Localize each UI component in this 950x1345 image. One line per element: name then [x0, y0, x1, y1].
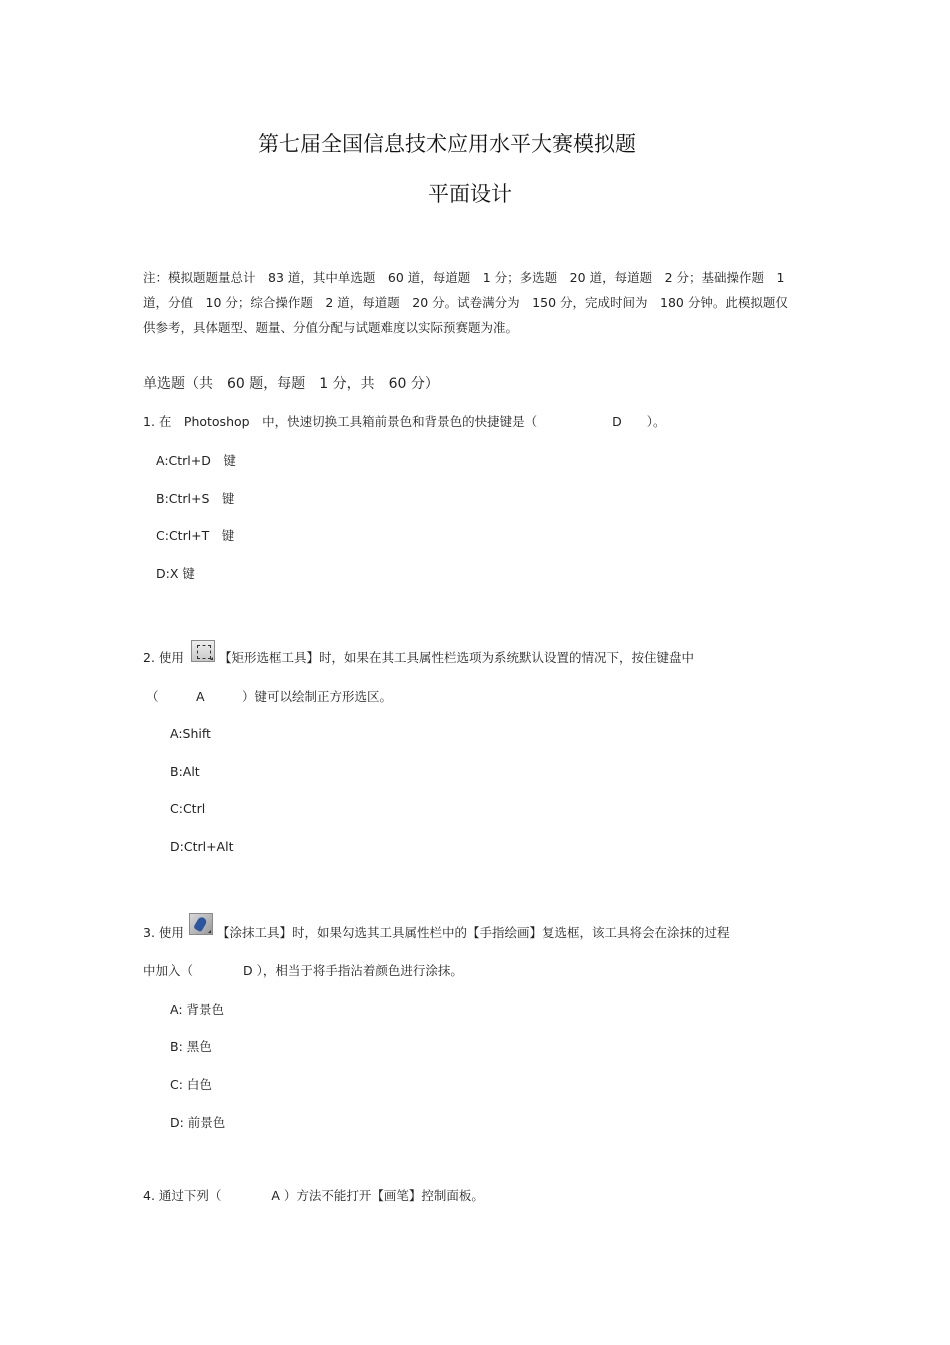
rectangular-marquee-tool-icon [191, 640, 215, 662]
question-2-option-c: C:Ctrl [170, 801, 206, 816]
smudge-tool-icon [189, 913, 213, 935]
question-1-option-b: B:Ctrl+S 键 [156, 491, 235, 506]
question-3-option-c: C: 白色 [170, 1077, 212, 1092]
document-subtitle: 平面设计 [428, 182, 512, 206]
question-2-text: 【矩形选框工具】时，如果在其工具属性栏选项为系统默认设置的情况下，按住键盘中 [219, 650, 695, 665]
question-1-option-c: C:Ctrl+T 键 [156, 528, 235, 543]
question-3-option-d: D: 前景色 [170, 1115, 226, 1130]
question-2-prefix: 2. 使用 [143, 650, 184, 665]
question-1-option-a: A:Ctrl+D 键 [156, 453, 236, 468]
question-3-text: 【涂抹工具】时，如果勾选其工具属性栏中的【手指绘画】复选框，该工具将会在涂抹的过程 [217, 925, 730, 940]
question-4-text: 4. 通过下列（ A ）方法不能打开【画笔】控制面板。 [143, 1188, 484, 1203]
question-2-option-a: A:Shift [170, 726, 211, 741]
question-2-option-b: B:Alt [170, 764, 200, 779]
question-3-option-a: A: 背景色 [170, 1002, 225, 1017]
question-3-option-b: B: 黑色 [170, 1039, 212, 1054]
section-heading: 单选题（共 60 题，每题 1 分，共 60 分） [143, 376, 439, 392]
question-3-prefix: 3. 使用 [143, 925, 184, 940]
question-3-line-2: 中加入（ D ），相当于将手指沾着颜色进行涂抹。 [143, 963, 463, 978]
question-2-option-d: D:Ctrl+Alt [170, 839, 234, 854]
document-title: 第七届全国信息技术应用水平大赛模拟题 [258, 132, 636, 156]
question-1-text: 1. 在 Photoshop 中，快速切换工具箱前景色和背景色的快捷键是（ D ）。 [143, 414, 666, 429]
question-2-line-2: （ A ）键可以绘制正方形选区。 [146, 689, 393, 704]
note-line-2: 道，分值 10 分；综合操作题 2 道，每道题 20 分。试卷满分为 150 分，完成时间为 180 分钟。此模拟题仅 [143, 295, 788, 310]
question-1-option-d: D:X 键 [156, 566, 195, 581]
note-line-1: 注：模拟题题量总计 83 道，其中单选题 60 道，每道题 1 分；多选题 20 道，每道题 2 分；基础操作题 1 [143, 270, 785, 285]
note-line-3: 供参考，具体题型、题量、分值分配与试题难度以实际预赛题为准。 [143, 320, 519, 335]
